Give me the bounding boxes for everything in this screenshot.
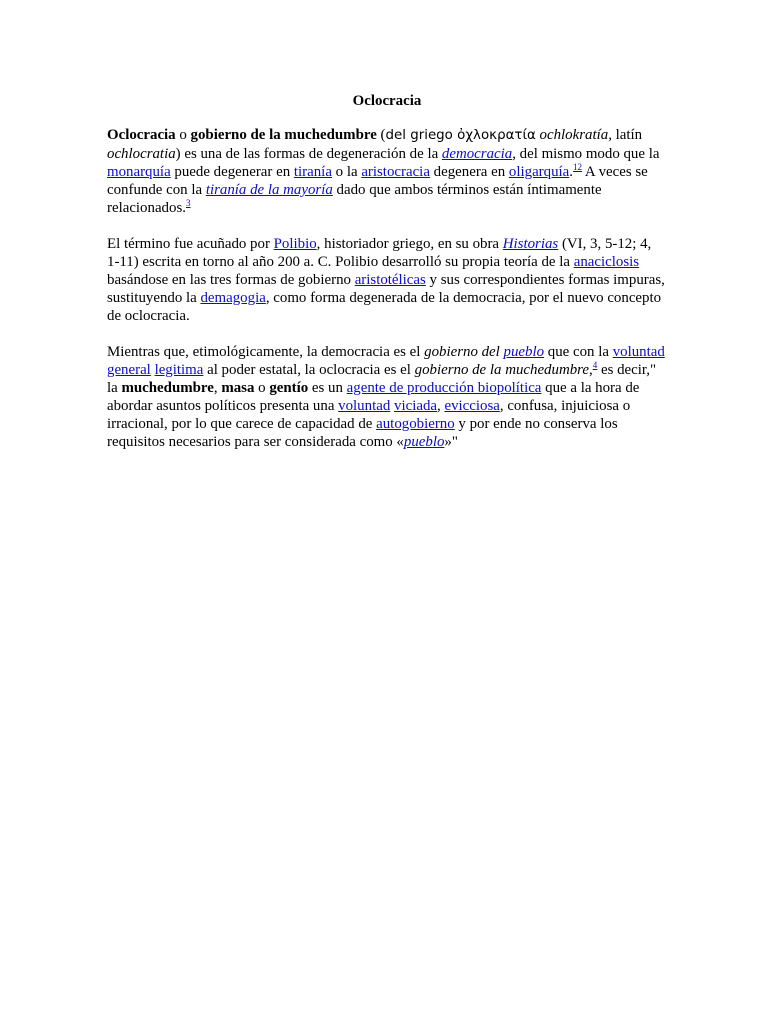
footnote-link[interactable]: 3 xyxy=(185,198,191,208)
link-democracia[interactable]: democracia xyxy=(441,146,513,162)
link-pueblo[interactable]: pueblo xyxy=(503,344,545,360)
link-polibio[interactable]: Polibio xyxy=(273,236,317,252)
text: »" xyxy=(444,434,458,450)
term-italic: ochlocratia xyxy=(107,146,176,162)
text: A veces se confunde con la xyxy=(107,164,648,198)
term-bold: masa xyxy=(221,380,255,396)
link-aristocracia[interactable]: aristocracia xyxy=(361,164,430,180)
link-aristotelicas[interactable]: aristotélicas xyxy=(354,272,426,288)
link-monarquia[interactable]: monarquía xyxy=(107,164,171,180)
term-italic: gobierno del xyxy=(424,344,504,360)
greek-etymology: del griego ὀχλοκρατία xyxy=(385,128,536,143)
link-legitima[interactable]: legitima xyxy=(154,362,204,378)
text: El término fue acuñado por xyxy=(107,236,274,252)
term-italic: ochlokratía xyxy=(539,127,609,143)
text: , como forma degenerada de la democracia, por el nuevo concepto de oclocracia. xyxy=(107,290,662,324)
text: es un xyxy=(308,380,347,396)
text: basándose en las tres formas de gobierno xyxy=(107,272,355,288)
text: y por ende no conserva los requisitos necesarios para ser considerada como « xyxy=(107,416,618,450)
link-voluntad[interactable]: voluntad xyxy=(338,398,391,414)
link-demagogia[interactable]: demagogia xyxy=(200,290,266,306)
text: ) es una de las formas de degeneración de la xyxy=(175,146,442,162)
link-tirania[interactable]: tiranía xyxy=(293,164,332,180)
paragraph-definition xyxy=(107,126,667,217)
link-oligarquia[interactable]: oligarquía xyxy=(508,164,570,180)
text: o xyxy=(254,380,270,396)
term-bold: gentío xyxy=(269,380,309,396)
text: Mientras que, etimológicamente, la democracia es el xyxy=(107,344,425,360)
link-tirania-de-la-mayoria[interactable]: tiranía de la mayoría xyxy=(205,182,333,198)
link-voluntad-general[interactable]: voluntad general xyxy=(107,344,665,378)
text: y sus correspondientes formas impuras, sustituyendo la xyxy=(107,272,665,306)
text: , xyxy=(437,398,445,414)
footnote-link[interactable]: 4 xyxy=(592,360,598,370)
text: que con la xyxy=(544,344,613,360)
text: dado que ambos términos están íntimamente relacionados. xyxy=(107,182,602,216)
text: que a la hora de abordar asuntos políticos presenta una xyxy=(107,380,640,414)
text: , confusa, injuiciosa o irracional, por lo que carece de capacidad de xyxy=(107,398,631,432)
text: al poder estatal, la oclocracia es el xyxy=(203,362,415,378)
page-title: Oclocracia xyxy=(352,93,422,109)
document-body xyxy=(107,92,667,469)
text: , xyxy=(213,380,222,396)
text: , del mismo modo que la xyxy=(512,146,660,162)
text: degenera en xyxy=(429,164,509,180)
text: , historiador griego, en su obra xyxy=(316,236,503,252)
link-evicciosa[interactable]: evicciosa xyxy=(444,398,500,414)
text: (VI, 3, 5-12; 4, 1-11) escrita en torno al año 200 a. C. Polibio desarrolló su propia teoría de la xyxy=(107,236,652,270)
paragraph-etymology xyxy=(107,343,667,451)
link-historias[interactable]: Historias xyxy=(502,236,559,252)
text: . xyxy=(569,164,574,180)
text: ( xyxy=(376,127,386,143)
term-bold: gobierno de la muchedumbre xyxy=(190,127,377,143)
text: o la xyxy=(331,164,362,180)
footnote-link[interactable]: 12 xyxy=(573,162,583,172)
link-viciada[interactable]: viciada xyxy=(394,398,438,414)
paragraph-origin xyxy=(107,235,667,325)
link-autogobierno[interactable]: autogobierno xyxy=(376,416,455,432)
term-italic: gobierno de la muchedumbre xyxy=(414,362,590,378)
term-bold: Oclocracia xyxy=(107,127,176,143)
text: es decir," la xyxy=(107,362,657,396)
text: o xyxy=(175,127,191,143)
text: puede degenerar en xyxy=(170,164,294,180)
term-bold: muchedumbre xyxy=(121,380,214,396)
link-agente-de-produccion-biopolitica[interactable]: agente de producción biopolítica xyxy=(346,380,542,396)
link-anaciclosis[interactable]: anaciclosis xyxy=(573,254,640,270)
text: , latín xyxy=(608,127,643,143)
text: , xyxy=(589,362,593,378)
link-pueblo-2[interactable]: pueblo xyxy=(403,434,445,450)
